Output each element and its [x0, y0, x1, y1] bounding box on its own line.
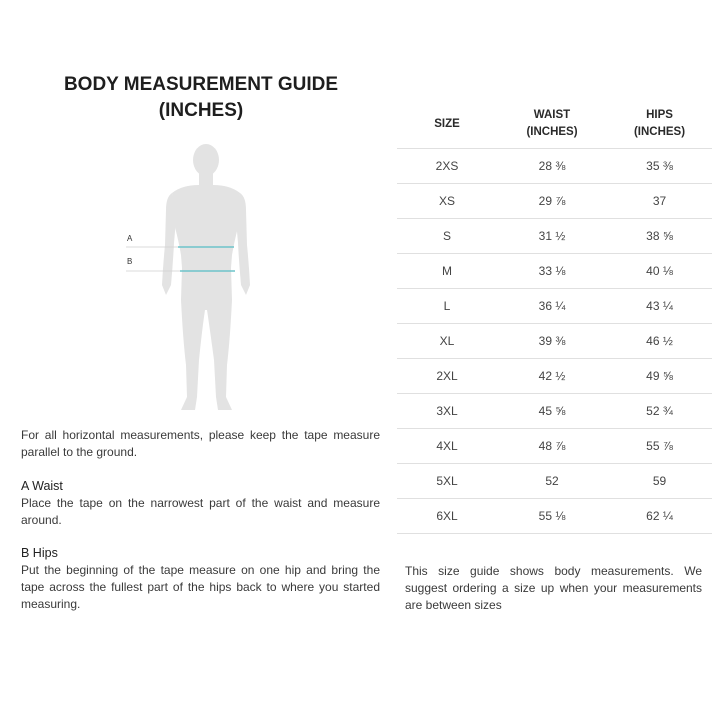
waist-cell: 48 ⅞ [497, 429, 607, 464]
table-row [397, 254, 712, 289]
size-cell: 4XL [397, 429, 497, 464]
waist-text: Place the tape on the narrowest part of the waist and measure around. [21, 496, 380, 527]
hips-cell: 37 [607, 184, 712, 219]
table-row [397, 324, 712, 359]
hips-cell: 43 ¼ [607, 289, 712, 324]
table-header-row [397, 100, 712, 149]
size-cell: S [397, 219, 497, 254]
header-hips-line2: (INCHES) [633, 126, 686, 138]
guide-title-line2: (INCHES) [158, 100, 244, 121]
size-cell: XL [397, 324, 497, 359]
table-row [397, 464, 712, 499]
table-row [397, 149, 712, 184]
size-cell: M [397, 254, 497, 289]
guide-title-line1: BODY MEASUREMENT GUIDE [63, 74, 339, 95]
size-chart-table [397, 100, 712, 534]
hips-cell: 46 ½ [607, 324, 712, 359]
hips-cell: 52 ¾ [607, 394, 712, 429]
marker-b-label: B [127, 257, 133, 266]
header-waist-line1: WAIST [533, 109, 571, 121]
table-row [397, 219, 712, 254]
hips-section [21, 545, 380, 613]
waist-cell: 55 ⅛ [497, 499, 607, 534]
size-guide-note: This size guide shows body measurements. We suggest ordering a size up when your measurements are between sizes [405, 564, 702, 612]
header-size: SIZE [434, 117, 460, 130]
size-cell: L [397, 289, 497, 324]
hips-cell: 59 [607, 464, 712, 499]
waist-cell: 36 ¼ [497, 289, 607, 324]
hips-cell: 62 ¼ [607, 499, 712, 534]
size-cell: 2XS [397, 149, 497, 184]
waist-cell: 28 ⅜ [497, 149, 607, 184]
waist-cell: 33 ⅛ [497, 254, 607, 289]
waist-cell: 39 ⅜ [497, 324, 607, 359]
marker-a-label: A [127, 234, 133, 243]
intro-text: For all horizontal measurements, please keep the tape measure parallel to the ground. [21, 428, 380, 459]
header-waist [497, 100, 607, 149]
hips-text: Put the beginning of the tape measure on one hip and bring the tape across the fullest part of the hips back to where you started measuring. [21, 563, 380, 611]
header-hips [607, 100, 712, 149]
header-waist-line2: (INCHES) [526, 126, 578, 138]
waist-section [21, 478, 380, 529]
body-figure-illustration [110, 135, 270, 420]
table-row [397, 289, 712, 324]
waist-cell: 31 ½ [497, 219, 607, 254]
waist-cell: 45 ⅝ [497, 394, 607, 429]
body-silhouette-icon [110, 135, 270, 420]
waist-cell: 52 [497, 464, 607, 499]
size-cell: 3XL [397, 394, 497, 429]
table-row [397, 394, 712, 429]
table-row [397, 359, 712, 394]
header-hips-line1: HIPS [646, 109, 673, 121]
size-cell: 6XL [397, 499, 497, 534]
table-row [397, 429, 712, 464]
hips-cell: 35 ⅜ [607, 149, 712, 184]
waist-heading: A Waist [21, 479, 63, 493]
size-cell: XS [397, 184, 497, 219]
hips-cell: 40 ⅛ [607, 254, 712, 289]
waist-cell: 29 ⅞ [497, 184, 607, 219]
hips-cell: 49 ⅝ [607, 359, 712, 394]
size-cell: 2XL [397, 359, 497, 394]
hips-cell: 38 ⅝ [607, 219, 712, 254]
hips-cell: 55 ⅞ [607, 429, 712, 464]
guide-title [40, 72, 362, 124]
size-cell: 5XL [397, 464, 497, 499]
table-row [397, 184, 712, 219]
hips-heading: B Hips [21, 546, 58, 560]
table-row [397, 499, 712, 534]
waist-cell: 42 ½ [497, 359, 607, 394]
